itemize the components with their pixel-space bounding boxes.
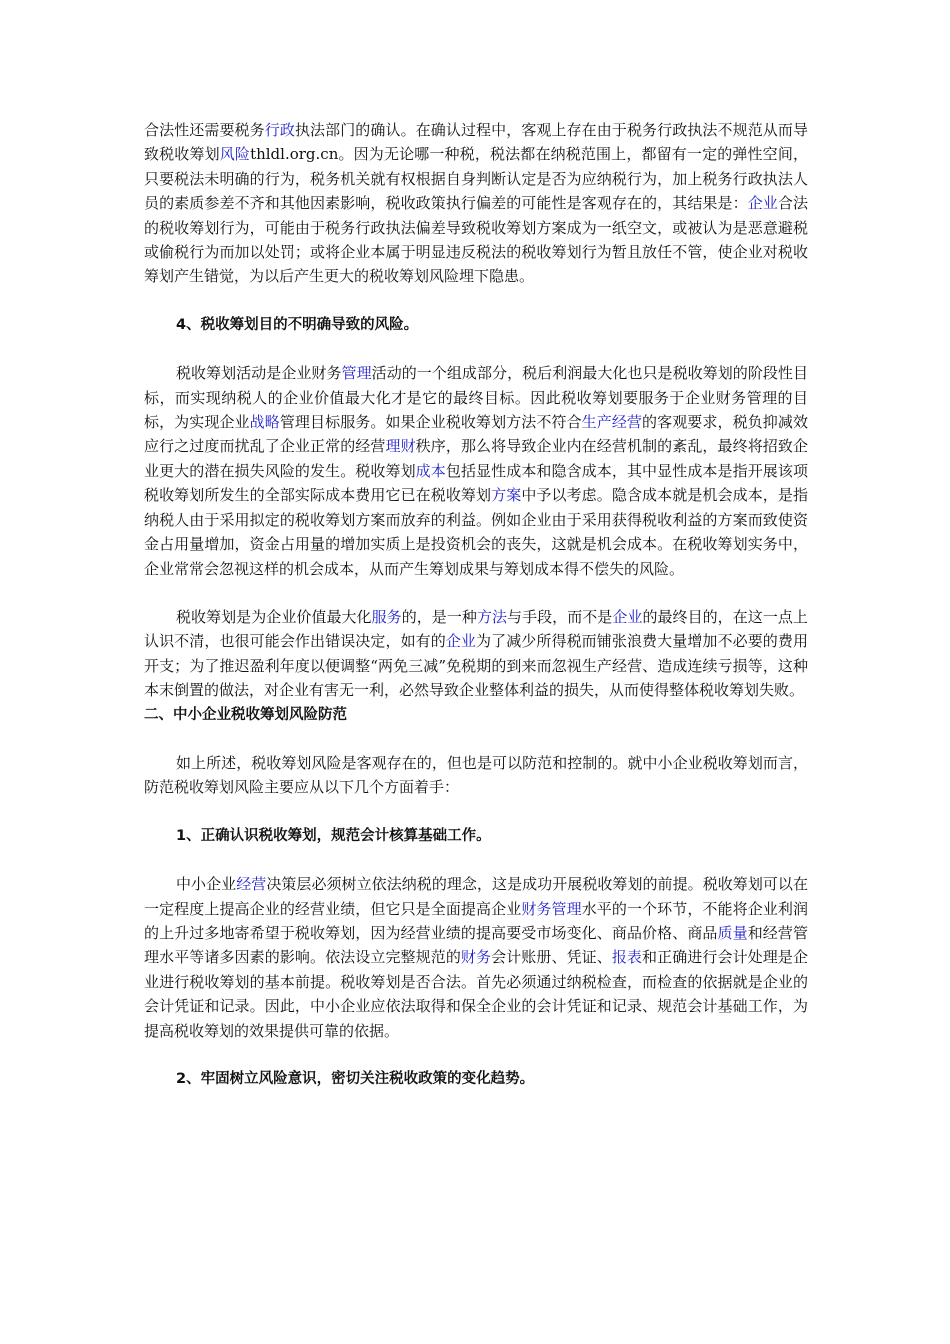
text-run: 合法性还需要税务 [144, 121, 265, 139]
text-run: 1、正确认识税收筹划，规范会计核算基础工作。 [176, 827, 491, 844]
text-run: 决策层必须树立依法纳税的理念，这是成功开展税收筹划的前提。税收筹划可以在一定程度上提高企业的经营业绩，但它只是全面提高企业 [144, 875, 808, 918]
body-paragraph [144, 751, 808, 800]
inline-link[interactable]: 报表 [611, 948, 643, 967]
text-run: 税收筹划活动是企业财务 [176, 364, 342, 383]
inline-link[interactable]: 经营 [236, 875, 267, 894]
inline-link[interactable]: 理财 [385, 437, 416, 456]
text-run: 2、牢固树立风险意识，密切关注税收政策的变化趋势。 [176, 1071, 535, 1087]
body-paragraph [144, 361, 808, 581]
body-paragraph [144, 118, 808, 289]
inline-link[interactable]: 企业 [612, 607, 643, 626]
inline-link[interactable]: 成本 [415, 461, 446, 480]
section-heading [144, 1067, 808, 1091]
inline-link[interactable]: 方案 [491, 486, 522, 505]
inline-link[interactable]: 质量 [717, 923, 748, 942]
text-run: 秩序，那么将导致企业内在经营机制的紊乱，最终将招致企业更大的潜在损失风险的发生。税收筹划 [144, 437, 808, 480]
text-run: 活动的一个组成部分，税后利润最大化也只是税收筹划的阶段性目标，而实现纳税人的企业价值最大化才是它的最终目标。因此税收筹划要服务于企业财务管理的目标，为实现企业 [144, 364, 808, 432]
inline-link[interactable]: 行政 [264, 121, 295, 139]
section-heading [144, 824, 808, 848]
text-run: 4、税收筹划目的不明确导致的风险。 [176, 316, 419, 333]
text-run: 中予以考虑。隐含成本就是机会成本，是指纳税人由于采用拟定的税收筹划方案而放弃的利益。例如企业由于采用获得税收利益的方案而致使资金占用量增加，资金占用量的增加实质上是投资机会的丧失，这就是机会成本。在税收筹划实务中，企业常常会忽视这样的机会成本，从而产生筹划成果与筹划成本得不偿失的风险。 [144, 486, 808, 578]
inline-link[interactable]: 管理 [341, 364, 372, 383]
inline-link[interactable]: 服务 [371, 607, 402, 626]
body-paragraph [144, 872, 808, 1043]
inline-link[interactable]: 风险 [219, 145, 251, 164]
text-run: 的客观要求，税负抑减效应行之过度而扰乱了企业正常的经营 [144, 413, 808, 456]
section-heading [144, 703, 808, 727]
text-run: 二、中小企业税收筹划风险防范 [144, 706, 347, 723]
inline-link[interactable]: 战略 [249, 413, 280, 432]
inline-link[interactable]: 财务管理 [521, 899, 582, 918]
section-heading [144, 313, 808, 337]
text-run: 税收筹划是为企业价值最大化 [176, 607, 372, 626]
text-run: 中小企业 [176, 875, 237, 894]
inline-link[interactable]: 方法 [476, 607, 508, 626]
inline-link[interactable]: 财务 [460, 948, 492, 967]
text-run: 和正确进行会计处理是企业进行税收筹划的基本前提。税收筹划是否合法。首先必须通过纳税检查，而检查的依据就是企业的会计凭证和记录。因此，中小企业应依法取得和保全企业的会计凭证和记录、规范会计基础工作，为提高税收筹划的效果提供可靠的依据。 [144, 948, 808, 1040]
inline-link[interactable]: 企业 [445, 632, 477, 651]
text-run: 与手段，而不是 [507, 607, 613, 626]
text-run: 管理目标服务。如果企业税收筹划方法不符合 [279, 413, 582, 432]
document-page [144, 118, 808, 1091]
inline-link[interactable]: 生产经营 [581, 413, 643, 432]
text-run: 的最终目的，在这一点上认识不清，也很可能会作出错误决定，如有的 [144, 607, 808, 651]
text-run: 如上所述，税收筹划风险是客观存在的，但也是可以防范和控制的。就中小企业税收筹划而言，防范税收筹划风险主要应从以下几个方面着手： [144, 753, 808, 797]
inline-link[interactable]: 企业 [747, 194, 778, 213]
text-run: 和经营管理水平等诸多因素的影响。依法设立完整规范的 [144, 923, 808, 967]
text-run: 的，是一种 [401, 607, 477, 626]
text-run: 包括显性成本和隐含成本，其中显性成本是指开展该项税收筹划所发生的全部实际成本费用它已在税收筹划 [144, 461, 808, 505]
text-run: 执法部门的确认。在确认过程中，客观上存在由于税务行政执法不规范从而导致税收筹划 [144, 121, 808, 164]
text-run: 合法的税收筹划行为，可能由于税务行政执法偏差导致税收筹划方案成为一纸空文，或被认为是恶意避税或偷税行为而加以处罚；或将企业本属于明显违反税法的税收筹划行为暂且放任不管，使企业对税收筹划产生错觉，为以后产生更大的税收筹划风险埋下隐患。 [144, 194, 808, 286]
text-run: 会计账册、凭证、 [491, 948, 612, 967]
text-run: 为了减少所得税而铺张浪费大量增加不必要的费用开支；为了推迟盈利年度以便调整“两免三减”免税期的到来而忽视生产经营、造成连续亏损等，这种本末倒置的做法，对企业有害无一利，必然导致企业整体利益的损失，从而使得整体税收筹划失败。 [144, 632, 808, 700]
body-paragraph [144, 605, 808, 703]
text-run: 水平的一个环节，不能将企业利润的上升过多地寄希望于税收筹划，因为经营业绩的提高要受市场变化、商品价格、商品 [144, 899, 808, 942]
text-run: thldl.org.cn。因为无论哪一种税，税法都在纳税范围上，都留有一定的弹性空间，只要税法未明确的行为，税务机关就有权根据自身判断认定是否为应纳税行为，加上税务行政执法人员的素质参差不齐和其他因素影响，税收政策执行偏差的可能性是客观存在的，其结果是： [144, 145, 808, 213]
